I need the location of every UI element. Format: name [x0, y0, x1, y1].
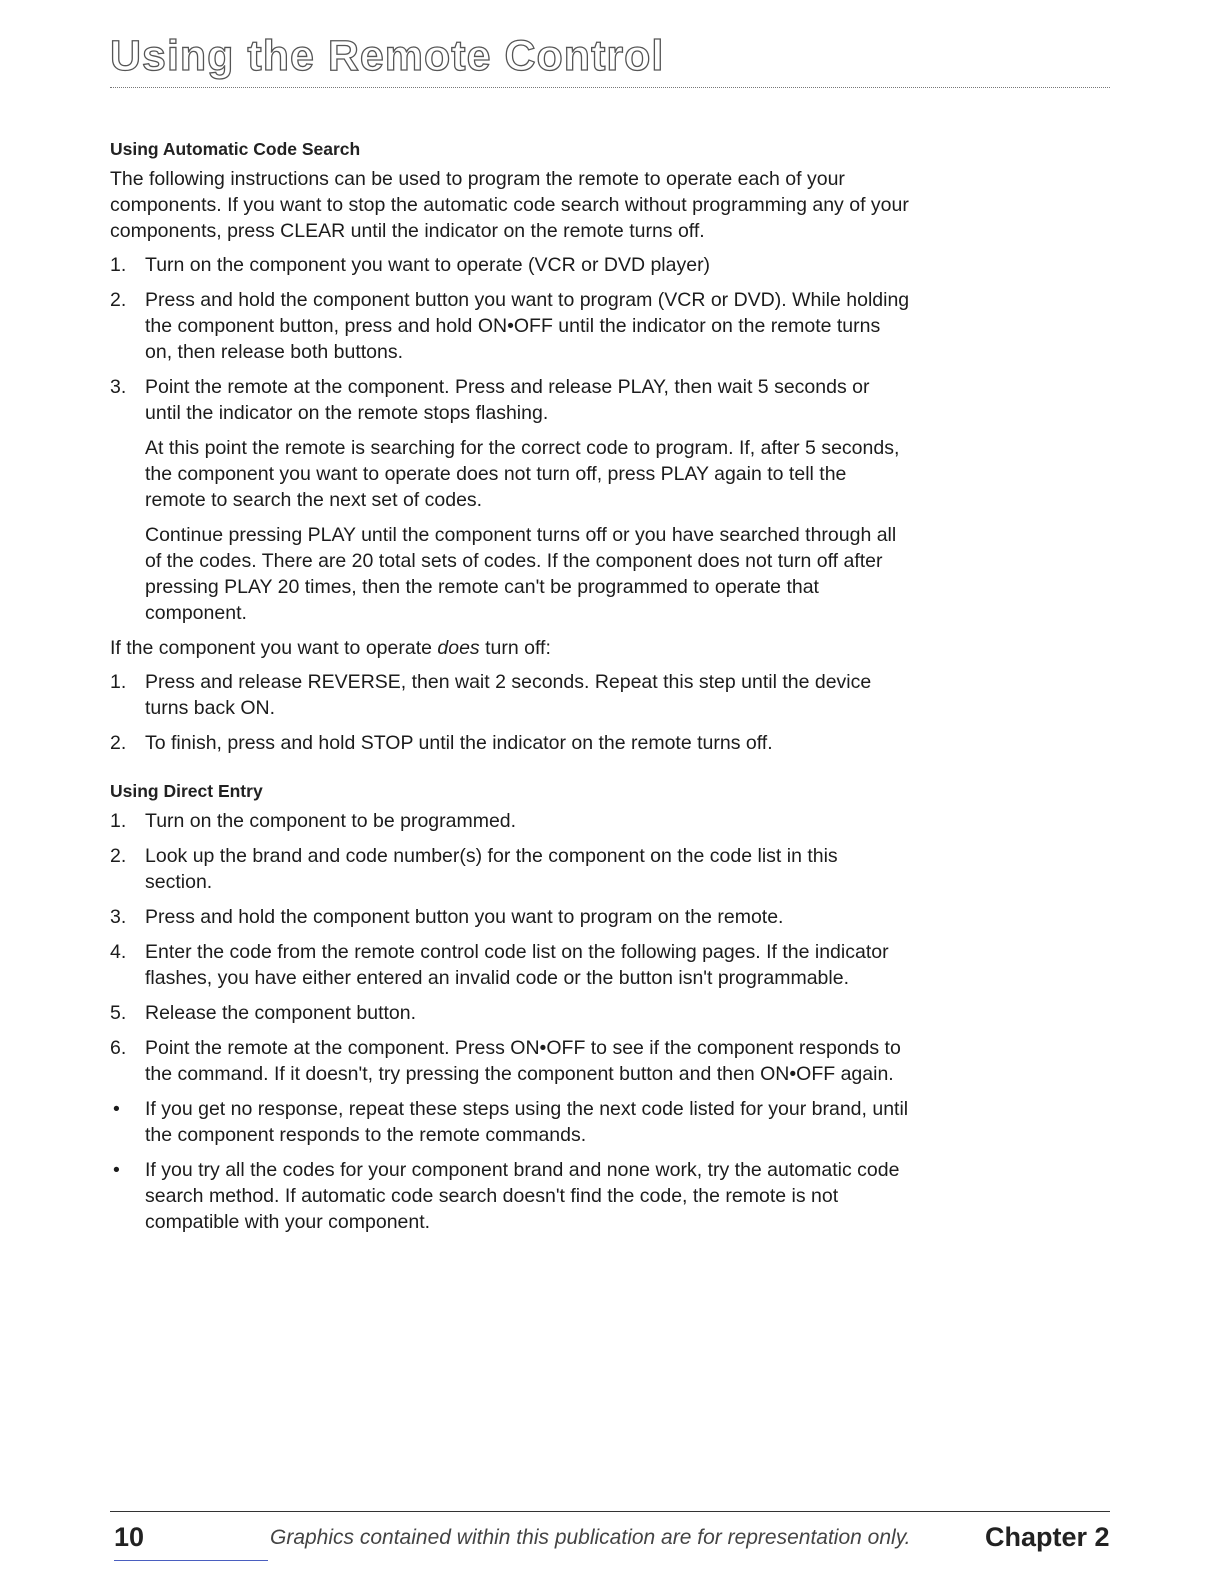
continue-pressing-paragraph: Continue pressing PLAY until the component turns off or you have searched through all of the codes. There are 20 total sets of codes. If the component does not turn off after pressing PLAY 20 times, then the remote can't be programmed to operate that component. — [145, 524, 897, 624]
step-text: Release the component button. — [145, 1002, 417, 1024]
footer-divider — [110, 1511, 1110, 1512]
auto-search-steps — [110, 252, 910, 426]
step-number: 1. — [110, 254, 127, 276]
step-number: 3. — [110, 906, 127, 928]
direct-entry-step-5 — [110, 1000, 910, 1026]
bullet-text: If you try all the codes for your component brand and none work, try the automatic code search method. If automatic code search doesn't find the code, the remote is not compatible with your component. — [145, 1159, 900, 1233]
direct-entry-step-6 — [110, 1035, 910, 1087]
turn-off-steps — [110, 669, 910, 756]
step-text: Turn on the component you want to operate (VCR or DVD player) — [145, 254, 711, 276]
step-number: 6. — [110, 1037, 127, 1059]
step-text: Enter the code from the remote control code list on the following pages. If the indicator flashes, you have either entered an invalid code or the button isn't programmable. — [145, 941, 889, 989]
step-text: Turn on the component to be programmed. — [145, 810, 517, 832]
direct-entry-step-4 — [110, 939, 910, 991]
step-text: Look up the brand and code number(s) for the component on the code list in this section. — [145, 845, 838, 893]
step-text: To finish, press and hold STOP until the indicator on the remote turns off. — [145, 732, 773, 754]
turn-off-intro — [110, 635, 910, 661]
bullet-text: If you get no response, repeat these steps using the next code listed for your brand, until the component responds to the remote commands. — [145, 1098, 909, 1146]
step-text: Point the remote at the component. Press ON•OFF to see if the component responds to the command. If it doesn't, try pressing the component button and then ON•OFF again. — [145, 1037, 901, 1085]
footer-disclaimer: Graphics contained within this publication are for representation only. — [270, 1526, 911, 1549]
step-number: 2. — [110, 732, 127, 754]
turn-off-step-2 — [110, 730, 910, 756]
step-text: Press and release REVERSE, then wait 2 seconds. Repeat this step until the device turns back ON. — [145, 671, 872, 719]
step-number: 2. — [110, 845, 127, 867]
step-number: 3. — [110, 376, 127, 398]
page-content — [110, 136, 910, 1244]
auto-search-intro: The following instructions can be used to program the remote to operate each of your components. If you want to stop the automatic code search without programming any of your components, press CLEAR until the indicator on the remote turns off. — [110, 168, 909, 242]
page-number-underline — [114, 1560, 268, 1561]
step-text: Press and hold the component button you want to program on the remote. — [145, 906, 784, 928]
bullet-item-no-response — [110, 1096, 910, 1148]
turn-off-intro-start: If the component you want to operate — [110, 637, 438, 659]
search-explanation-paragraph: At this point the remote is searching for the correct code to program. If, after 5 seconds, the component you want to operate does not turn off, press PLAY again to tell the remote to search the next set of codes. — [145, 437, 900, 511]
step-number: 2. — [110, 289, 127, 311]
page-title: Using the Remote Control — [110, 32, 665, 80]
auto-search-step-1 — [110, 252, 910, 278]
step-text: Press and hold the component button you want to program (VCR or DVD). While holding the component button, press and hold ON•OFF until the indicator on the remote turns on, then release both buttons. — [145, 289, 910, 363]
bullet-icon: • — [113, 1098, 120, 1120]
auto-search-heading: Using Automatic Code Search — [110, 139, 361, 159]
direct-entry-step-2 — [110, 843, 910, 895]
bullet-item-not-compatible — [110, 1157, 910, 1235]
chapter-label: Chapter 2 — [985, 1522, 1110, 1552]
direct-entry-bullets — [110, 1096, 910, 1235]
direct-entry-steps — [110, 808, 910, 1087]
direct-entry-step-1 — [110, 808, 910, 834]
step-number: 1. — [110, 810, 127, 832]
direct-entry-heading: Using Direct Entry — [110, 781, 263, 801]
direct-entry-step-3 — [110, 904, 910, 930]
auto-search-step-2 — [110, 287, 910, 365]
auto-search-step-3 — [110, 374, 910, 426]
turn-off-step-1 — [110, 669, 910, 721]
turn-off-intro-end: turn off: — [479, 637, 551, 659]
emphasis-does: does — [437, 637, 480, 659]
page-number: 10 — [114, 1522, 145, 1552]
step-number: 4. — [110, 941, 127, 963]
step-number: 1. — [110, 671, 127, 693]
step-text: Point the remote at the component. Press and release PLAY, then wait 5 seconds or until the indicator on the remote stops flashing. — [145, 376, 870, 424]
title-divider — [110, 87, 1110, 88]
step-number: 5. — [110, 1002, 127, 1024]
bullet-icon: • — [113, 1159, 120, 1181]
